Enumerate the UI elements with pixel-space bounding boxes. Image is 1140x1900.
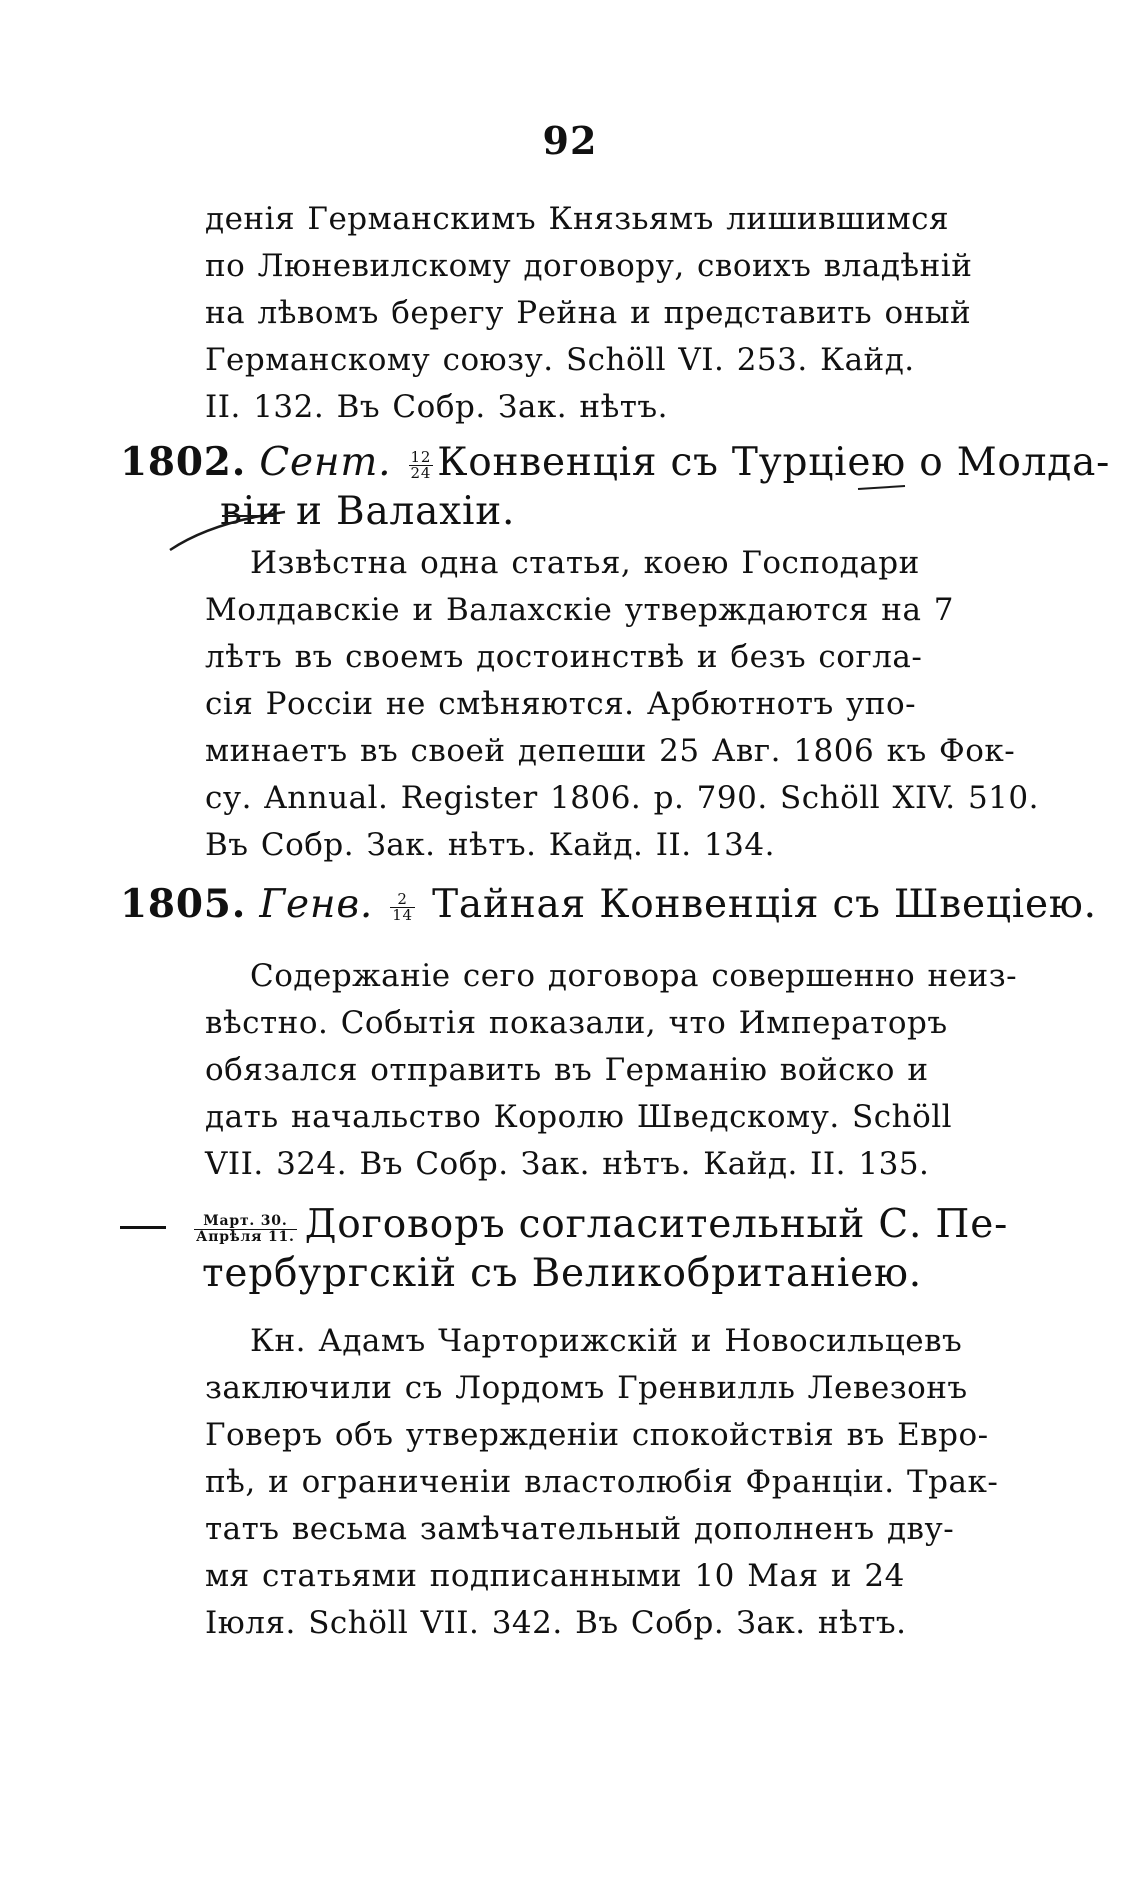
paragraph-line: Молдавскіе и Валахскіе утверждаются на 7 [205,592,955,628]
entry-body-1805-jan [205,953,1018,1188]
paragraph-line: по Люневилскому договору, своихъ владѣній [205,248,973,284]
paragraph-line: II. 132. Въ Собр. Зак. нѣтъ. [205,389,668,425]
paragraph-line: мя статьями подписанными 10 Мая и 24 [205,1558,905,1594]
paragraph-line: заключили съ Лордомъ Гренвилль Левезонъ [205,1370,968,1406]
ditto-dash [120,1226,166,1229]
entry-title: Конвенція съ Турціею о Молда- [437,440,1111,485]
paragraph-line: VII. 324. Въ Собр. Зак. нѣтъ. Кайд. II. 135. [205,1146,930,1182]
entry-title: Тайная Конвенція съ Швеціею. [432,882,1097,927]
entry-body-1802 [205,540,1039,869]
paragraph-line: обязался отправить въ Германію войско и [205,1052,929,1088]
date-fraction [194,1214,297,1245]
paragraph-line: Іюля. Schöll VII. 342. Въ Собр. Зак. нѣтъ. [205,1605,907,1641]
paragraph-line: су. Annual. Register 1806. p. 790. Schöll XIV. 510. [205,780,1039,816]
paragraph-line: Говеръ объ утвержденіи спокойствія въ Евро- [205,1417,989,1453]
paragraph-line: сія Россіи не смѣняются. Арбютнотъ упо- [205,686,917,722]
entry-month: Генв. [259,882,374,927]
paragraph-line: пѣ, и ограниченіи властолюбія Франціи. Трак- [205,1464,999,1500]
date-denominator: 14 [392,905,413,924]
paragraph-line: Содержаніе сего договора совершенно неиз- [250,958,1018,994]
date-numerator: 12 [410,447,432,466]
entry-month: Сент. [259,440,392,485]
date-denominator: Апрѣля 11. [196,1229,295,1245]
entry-heading-line [120,1200,1020,1249]
date-numerator: Март. 30. [194,1214,297,1230]
entry-year: 1802. [120,439,247,485]
entry-year: 1805. [120,881,247,927]
entry-title-continuation: віи и Валахіи. [220,489,516,534]
continuation-paragraph [205,196,995,431]
entry-heading-line [120,1249,1020,1298]
paragraph-line: на лѣвомъ берегу Рейна и представить оный [205,295,972,331]
entry-heading-1805-jan [120,880,1097,929]
paragraph-line: Въ Собр. Зак. нѣтъ. Кайд. II. 134. [205,827,775,863]
paragraph-line: минаетъ въ своей депеши 25 Авг. 1806 къ Фок- [205,733,1016,769]
entry-title: Договоръ согласительный С. Пе- [304,1202,1009,1247]
entry-title-continuation: тербургскій съ Великобританіею. [202,1251,922,1296]
page-number: 92 [542,118,598,163]
entry-heading-1802 [120,438,1111,536]
date-denominator: 24 [410,463,432,482]
paragraph-line: вѣстно. Событія показали, что Императоръ [205,1005,948,1041]
entry-heading-line [120,880,1097,929]
paragraph-line: Германскому союзу. Schöll VI. 253. Кайд. [205,342,915,378]
date-fraction [390,889,415,924]
paragraph-line: дать начальство Королю Шведскому. Schöll [205,1099,953,1135]
entry-heading-1805-mar [120,1200,1020,1298]
paragraph-line: Кн. Адамъ Чарторижскій и Новосильцевъ [250,1323,963,1359]
entry-heading-line [120,438,1111,487]
date-numerator: 2 [390,892,415,908]
paragraph-line: лѣтъ въ своемъ достоинствѣ и безъ согла- [205,639,923,675]
entry-body-1805-mar [205,1318,999,1647]
paragraph-line: Извѣстна одна статья, коею Господари [250,545,920,581]
paragraph-line: татъ весьма замѣчательный дополненъ дву- [205,1511,955,1547]
entry-heading-line [120,487,1020,536]
date-fraction [409,447,434,482]
paragraph-line: денія Германскимъ Князьямъ лишившимся [205,201,950,237]
